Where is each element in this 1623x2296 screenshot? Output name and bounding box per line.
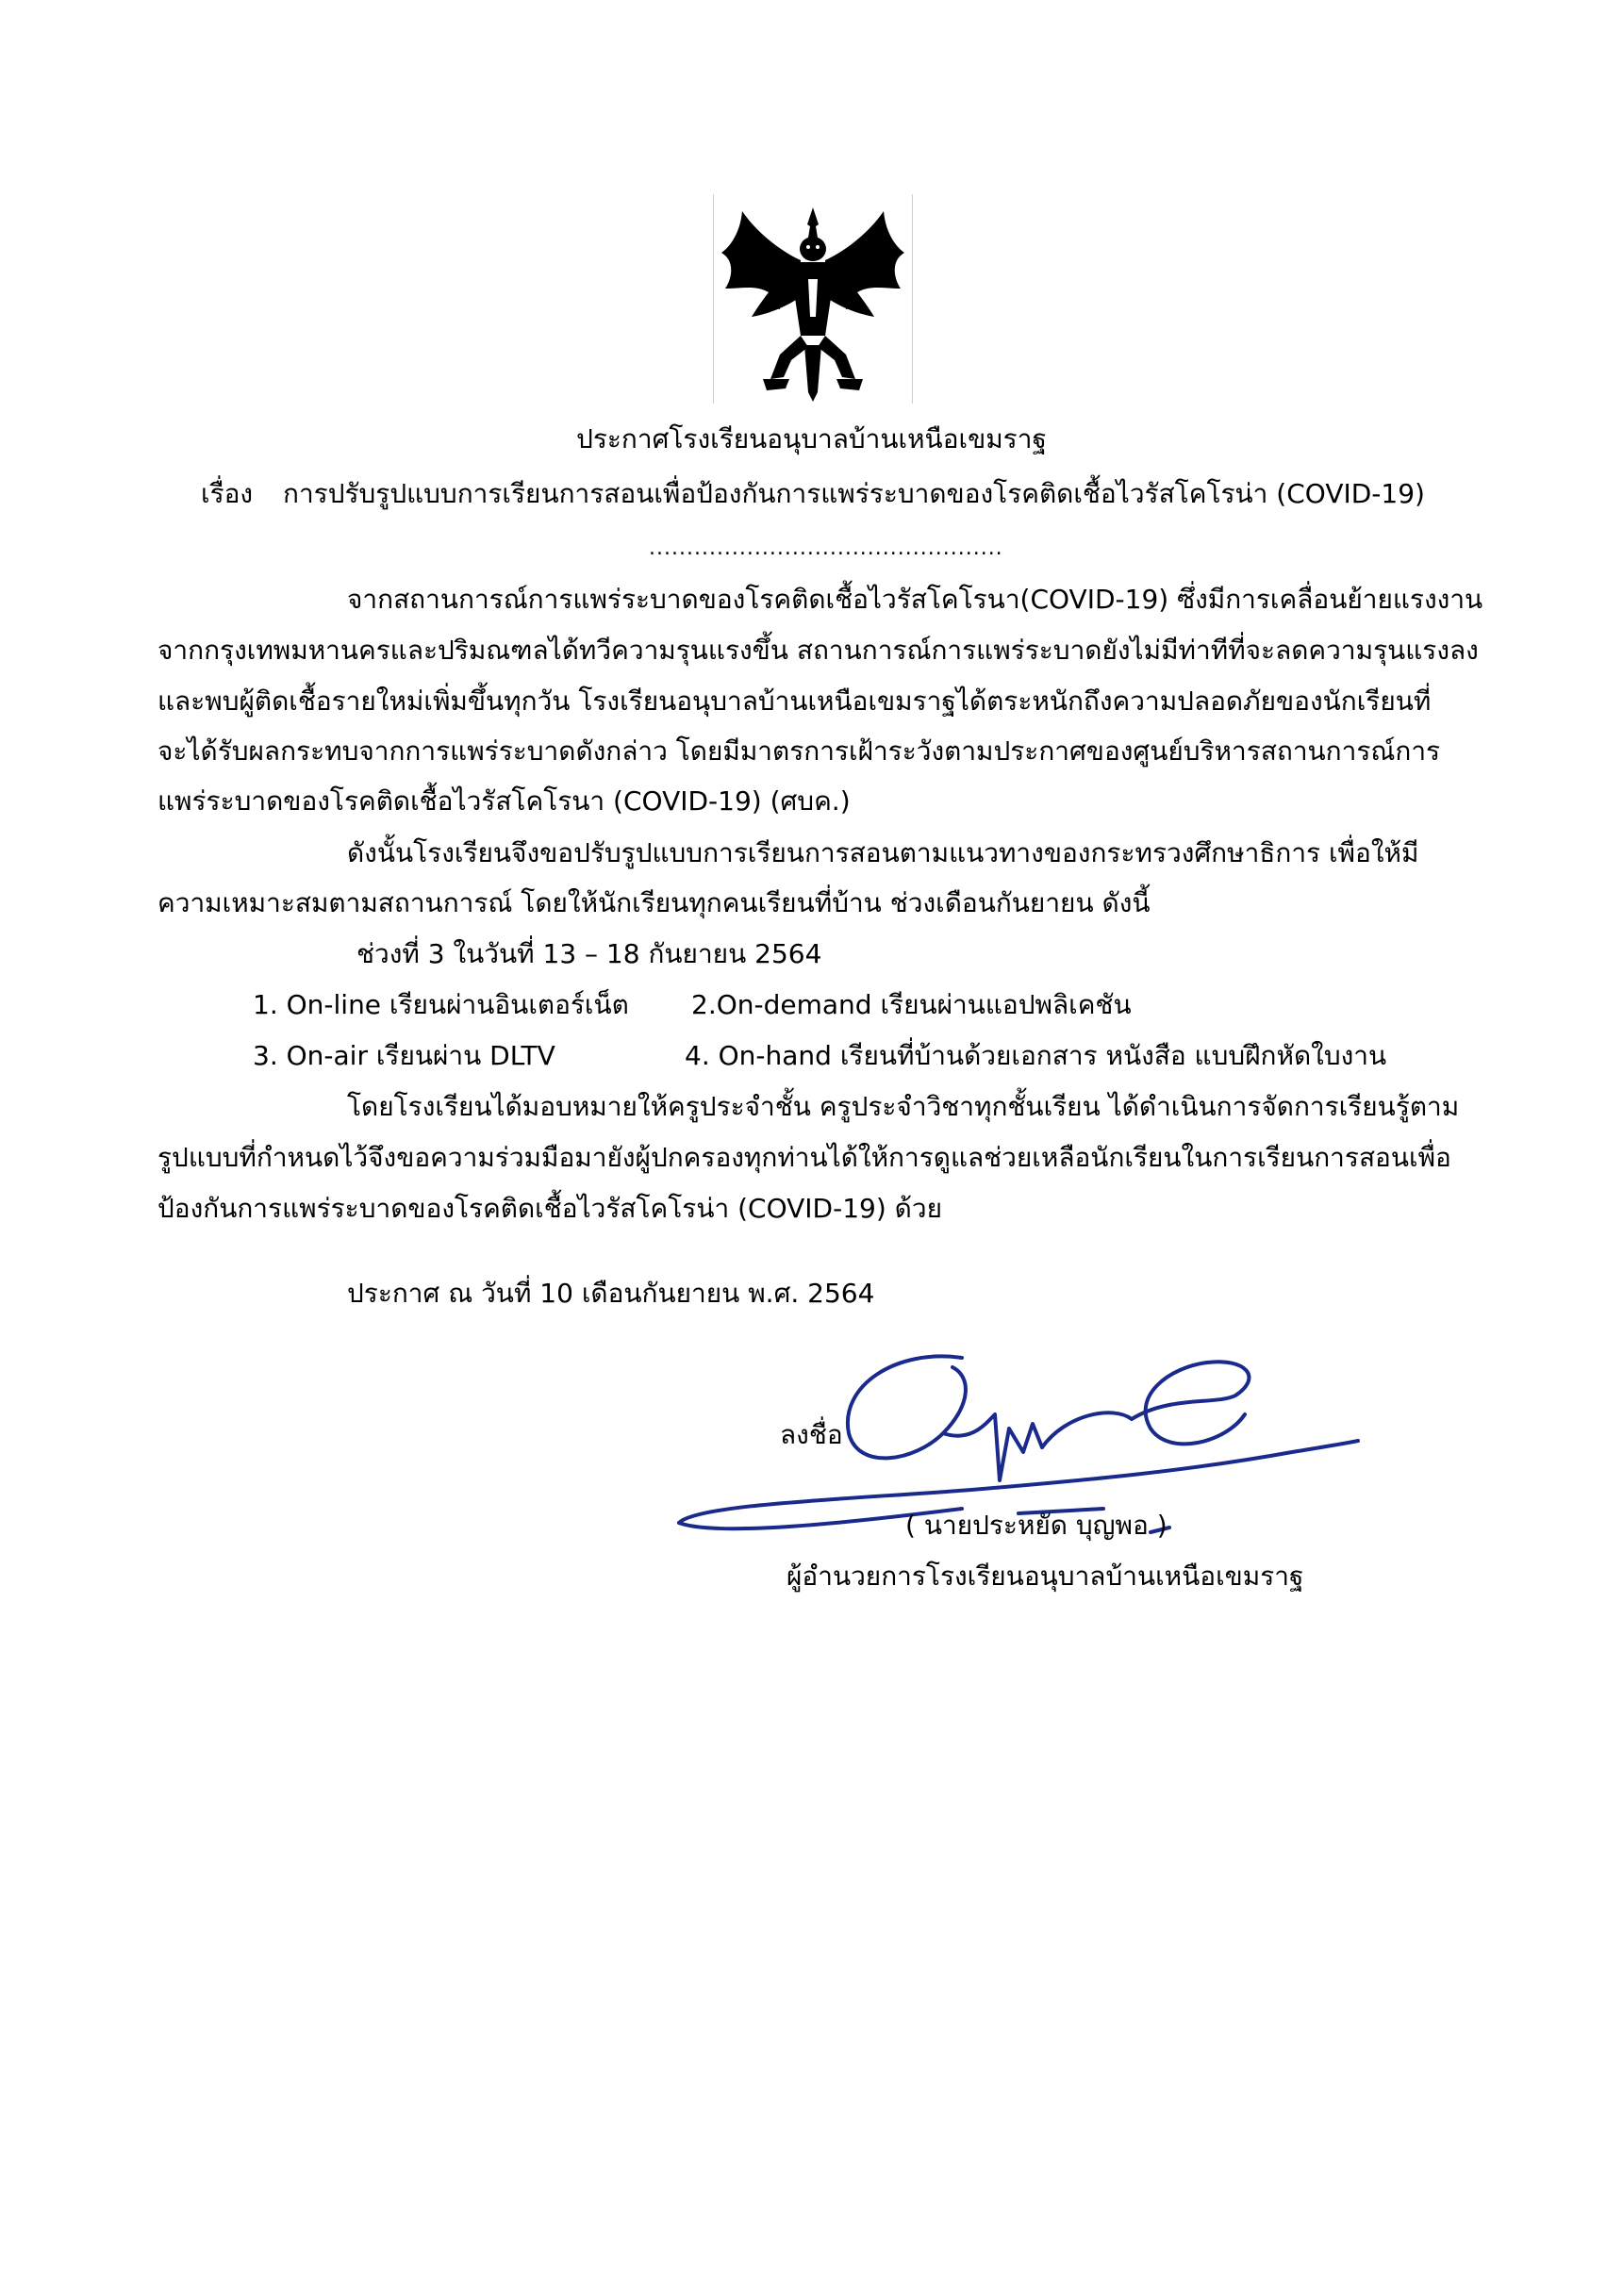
paragraph-2-line-2: ความเหมาะสมตามสถานการณ์ โดยให้นักเรียนทุกคนเรียนที่บ้าน ช่วงเดือนกันยายน ดังนี้ xyxy=(157,887,1151,918)
paragraph-1-line-1: จากสถานการณ์การแพร่ระบาดของโรคติดเชื้อไวรัสโคโรนา(COVID-19) ซึ่งมีการเคลื่อนย้ายแรงงาน xyxy=(347,584,1483,615)
separator-dots: ............................................... xyxy=(649,537,1003,560)
method-ondemand: 2.On-demand เรียนผ่านแอปพลิเคชัน xyxy=(691,989,1132,1020)
paragraph-1-line-3: และพบผู้ติดเชื้อรายใหม่เพิ่มขึ้นทุกวัน โรงเรียนอนุบาลบ้านเหนือเขมราฐได้ตระหนักถึงความปลอดภัยของนักเรียนที่ xyxy=(157,685,1432,717)
method-online: 1. On-line เรียนผ่านอินเตอร์เน็ต xyxy=(253,989,629,1020)
paragraph-1-line-5: แพร่ระบาดของโรคติดเชื้อไวรัสโคโรนา (COVID-19) (ศบค.) xyxy=(157,785,851,817)
garuda-emblem-icon xyxy=(713,194,913,404)
subject-label: เรื่อง xyxy=(201,478,254,509)
method-onair: 3. On-air เรียนผ่าน DLTV xyxy=(253,1040,555,1071)
paragraph-1-line-2: จากกรุงเทพมหานครและปริมณฑลได้ทวีความรุนแรงขึ้น สถานการณ์การแพร่ระบาดยังไม่มีท่าทีที่จะลดความรุนแรงลง xyxy=(157,635,1479,666)
period-line: ช่วงที่ 3 ในวันที่ 13 – 18 กันยายน 2564 xyxy=(356,938,822,969)
method-onhand: 4. On-hand เรียนที่บ้านด้วยเอกสาร หนังสือ แบบฝึกหัดใบงาน xyxy=(685,1040,1387,1071)
paragraph-1-line-4: จะได้รับผลกระทบจากการแพร่ระบาดดังกล่าว โดยมีมาตรการเฝ้าระวังตามประกาศของศูนย์บริหารสถานการณ์การ xyxy=(157,735,1441,767)
school-announcement-title: ประกาศโรงเรียนอนุบาลบ้านเหนือเขมราฐ xyxy=(576,423,1047,454)
signer-position: ผู้อำนวยการโรงเรียนอนุบาลบ้านเหนือเขมราฐ xyxy=(787,1561,1304,1592)
paragraph-2-line-1: ดังนั้นโรงเรียนจึงขอปรับรูปแบบการเรียนการสอนตามแนวทางของกระทรวงศึกษาธิการ เพื่อให้มี xyxy=(347,837,1419,868)
announcement-date: ประกาศ ณ วันที่ 10 เดือนกันยายน พ.ศ. 2564 xyxy=(347,1278,875,1309)
paragraph-3-line-1: โดยโรงเรียนได้มอบหมายให้ครูประจำชั้น ครูประจำวิชาทุกชั้นเรียน ได้ดำเนินการจัดการเรียนรู้ตาม xyxy=(347,1091,1460,1122)
paragraph-3-line-2: รูปแบบที่กำหนดไว้จึงขอความร่วมมือมายังผู้ปกครองทุกท่านได้ให้การดูแลช่วยเหลือนักเรียนในการเรียนการสอนเพื่อ xyxy=(157,1142,1451,1173)
signer-name: ( นายประหยัด บุญพอ ) xyxy=(905,1510,1168,1541)
subject-text: การปรับรูปแบบการเรียนการสอนเพื่อป้องกันการแพร่ระบาดของโรคติดเชื้อไวรัสโคโรน่า (COVID-19) xyxy=(283,478,1425,509)
handwritten-signature xyxy=(660,1339,1377,1584)
paragraph-3-line-3: ป้องกันการแพร่ระบาดของโรคติดเชื้อไวรัสโคโรน่า (COVID-19) ด้วย xyxy=(157,1193,942,1224)
sign-label: ลงชื่อ xyxy=(780,1419,843,1450)
